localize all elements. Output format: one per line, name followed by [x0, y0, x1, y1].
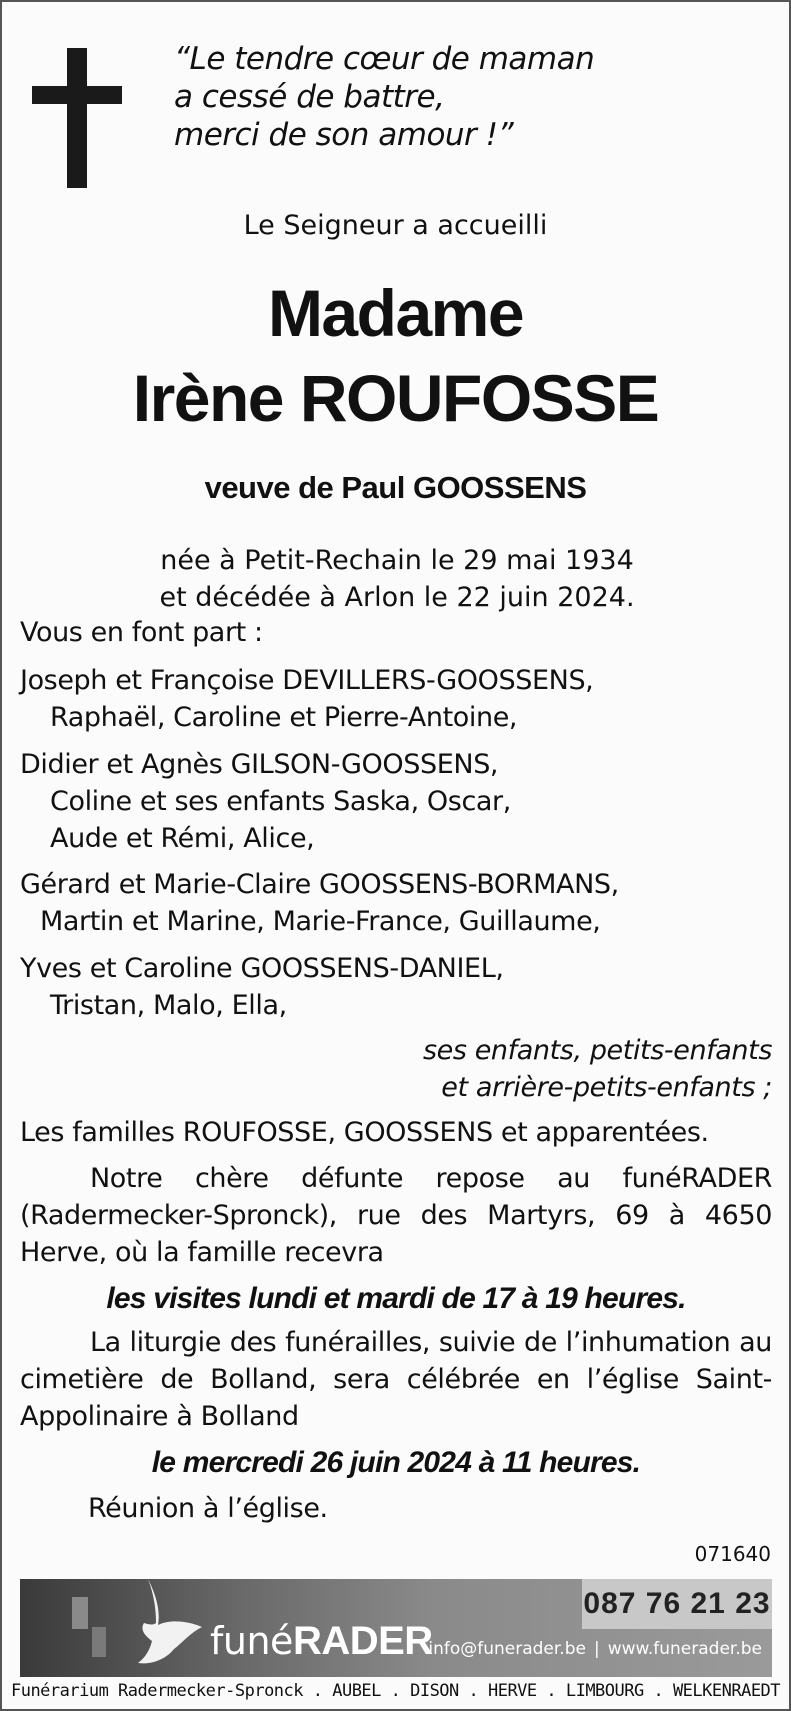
- family-head: Yves et Caroline GOOSSENS-DANIEL,: [20, 953, 504, 984]
- family-line: Coline et ses enfants Saska, Oscar,: [50, 786, 511, 817]
- family-group: [20, 746, 772, 857]
- brand-bold: RADER: [292, 1619, 433, 1663]
- brand-logo: [210, 1619, 433, 1664]
- family-line: Martin et Marine, Marie-France, Guillaume,: [40, 906, 601, 937]
- funeral-date: le mercredi 26 juin 2024 à 11 heures.: [151, 1446, 641, 1479]
- family-head: Didier et Agnès GILSON-GOOSSENS,: [20, 749, 499, 780]
- family-line: Tristan, Malo, Ella,: [50, 990, 287, 1021]
- families-text: Les familles ROUFOSSE, GOOSSENS et apparentées.: [20, 1117, 709, 1148]
- contact-line: [428, 1639, 762, 1659]
- family-line: Raphaël, Caroline et Pierre-Antoine,: [50, 702, 518, 733]
- email-link[interactable]: info@funerader.be: [428, 1639, 586, 1659]
- announce-text: Vous en font part :: [20, 617, 263, 648]
- separator: |: [593, 1639, 600, 1659]
- birth-death-info: [142, 542, 652, 616]
- website-link[interactable]: www.funerader.be: [607, 1639, 762, 1659]
- birth-line: née à Petit-Rechain le 29 mai 1934: [160, 545, 634, 576]
- relation-line: ses enfants, petits-enfants: [422, 1035, 772, 1066]
- relation-line: et arrière-petits-enfants ;: [441, 1072, 772, 1103]
- cross-icon: [32, 48, 122, 188]
- deceased-title: Madame: [267, 276, 524, 350]
- family-line: Aude et Rémi, Alice,: [50, 823, 315, 854]
- death-line: et décédée à Arlon le 22 juin 2024.: [159, 582, 635, 613]
- intro-text: Le Seigneur a accueilli: [243, 210, 548, 241]
- family-group: [20, 950, 772, 1024]
- quote-line: merci de son amour !”: [174, 117, 514, 153]
- quote: [174, 40, 734, 154]
- widow-of: veuve de Paul GOOSSENS: [204, 470, 587, 505]
- quote-line: “Le tendre cœur de maman: [174, 41, 595, 77]
- family-group: [20, 866, 772, 940]
- family-head: Gérard et Marie-Claire GOOSSENS-BORMANS,: [20, 869, 619, 900]
- deceased-name: Irène ROUFOSSE: [132, 361, 659, 435]
- liturgy-text: La liturgie des funérailles, suivie de l’inhumation au cimetière de Bolland, sera célébrée en l’église Saint-Appolinaire à Bolland: [20, 1327, 772, 1432]
- repose-text: Notre chère défunte repose au funéRADER (Radermecker-Spronck), rue des Martyrs, 69 à 4650 Herve, où la famille recevra: [20, 1163, 772, 1268]
- phone-number: 087 76 21 23: [582, 1579, 772, 1629]
- family-group: [20, 662, 772, 736]
- quote-line: a cessé de battre,: [174, 79, 445, 115]
- reference-number: 071640: [694, 1542, 771, 1566]
- family-head: Joseph et Françoise DEVILLERS-GOOSSENS,: [20, 665, 594, 696]
- relation-text: [20, 1032, 772, 1106]
- brand-light: funé: [210, 1619, 293, 1663]
- visits-text: les visites lundi et mardi de 17 à 19 heures.: [106, 1282, 686, 1315]
- funeral-home-banner: [20, 1579, 772, 1677]
- decor-square: [92, 1627, 106, 1657]
- decor-square: [72, 1597, 88, 1629]
- dove-icon: [130, 1579, 210, 1669]
- reunion-text: Réunion à l’église.: [88, 1493, 328, 1524]
- funeral-home-locations: Funérarium Radermecker-Spronck . AUBEL . DISON . HERVE . LIMBOURG . WELKENRAEDT: [10, 1681, 781, 1701]
